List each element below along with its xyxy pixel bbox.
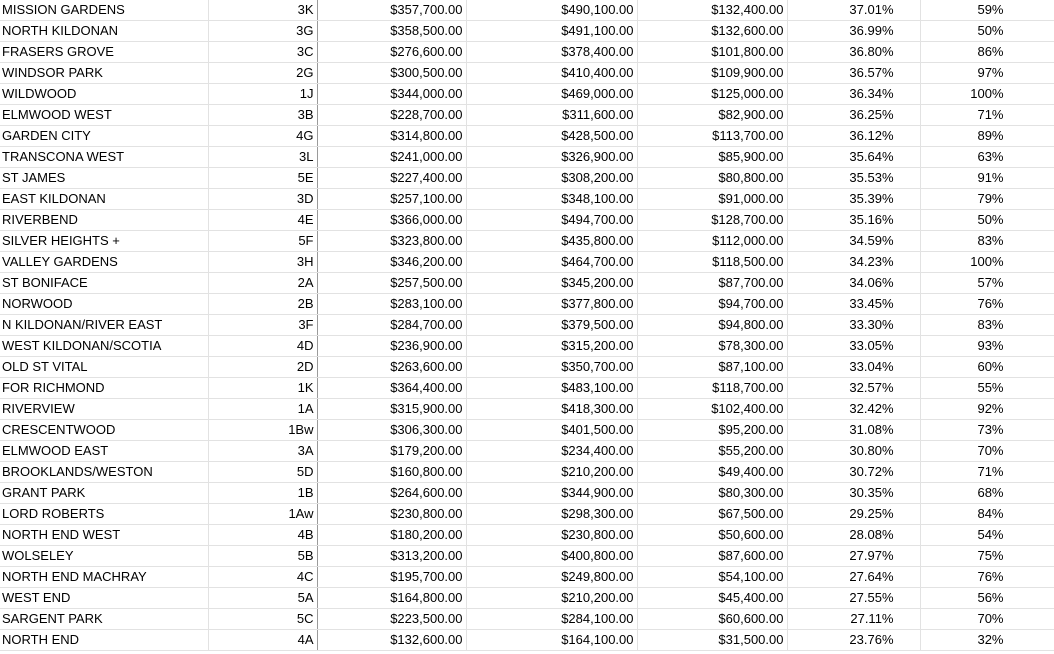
value-2019-cell[interactable]: $179,200.00: [317, 441, 466, 462]
percent-change-cell[interactable]: 30.72%: [787, 462, 920, 483]
percent-change-cell[interactable]: 27.55%: [787, 588, 920, 609]
percent-change-cell[interactable]: 35.64%: [787, 147, 920, 168]
percent-cell[interactable]: 73%: [920, 420, 1054, 441]
change-cell[interactable]: $78,300.00: [637, 336, 787, 357]
neighbourhood-cell[interactable]: RIVERVIEW: [0, 399, 208, 420]
neighbourhood-cell[interactable]: FOR RICHMOND: [0, 378, 208, 399]
value-2019-cell[interactable]: $195,700.00: [317, 567, 466, 588]
percent-change-cell[interactable]: 23.76%: [787, 630, 920, 651]
neighbourhood-cell[interactable]: BROOKLANDS/WESTON: [0, 462, 208, 483]
percent-change-cell[interactable]: 33.45%: [787, 294, 920, 315]
value-2019-cell[interactable]: $257,500.00: [317, 273, 466, 294]
change-cell[interactable]: $128,700.00: [637, 210, 787, 231]
value-2019-cell[interactable]: $283,100.00: [317, 294, 466, 315]
neighbourhood-cell[interactable]: FRASERS GROVE: [0, 42, 208, 63]
percent-change-cell[interactable]: 37.01%: [787, 0, 920, 21]
value-2019-cell[interactable]: $364,400.00: [317, 378, 466, 399]
neighbourhood-cell[interactable]: TRANSCONA WEST: [0, 147, 208, 168]
code-cell[interactable]: 2D: [208, 357, 317, 378]
neighbourhood-cell[interactable]: VALLEY GARDENS: [0, 252, 208, 273]
table-row: [0, 252, 1054, 273]
percent-cell[interactable]: 79%: [920, 189, 1054, 210]
percent-cell[interactable]: 54%: [920, 525, 1054, 546]
neighbourhood-cell[interactable]: NORTH END: [0, 630, 208, 651]
percent-cell[interactable]: 70%: [920, 441, 1054, 462]
percent-cell[interactable]: 100%: [920, 84, 1054, 105]
value-2019-cell[interactable]: $164,800.00: [317, 588, 466, 609]
value-2019-cell[interactable]: $227,400.00: [317, 168, 466, 189]
neighbourhood-cell[interactable]: SILVER HEIGHTS +: [0, 231, 208, 252]
value-2019-cell[interactable]: $228,700.00: [317, 105, 466, 126]
value-2023-cell[interactable]: $298,300.00: [466, 504, 637, 525]
percent-cell[interactable]: 97%: [920, 63, 1054, 84]
percent-change-cell[interactable]: 27.11%: [787, 609, 920, 630]
table-row: [0, 441, 1054, 462]
value-2023-cell[interactable]: $210,200.00: [466, 588, 637, 609]
value-2019-cell[interactable]: $346,200.00: [317, 252, 466, 273]
table-row: [0, 147, 1054, 168]
percent-cell[interactable]: 68%: [920, 483, 1054, 504]
percent-cell[interactable]: 50%: [920, 210, 1054, 231]
code-cell[interactable]: 2B: [208, 294, 317, 315]
change-cell[interactable]: $60,600.00: [637, 609, 787, 630]
code-cell[interactable]: 4A: [208, 630, 317, 651]
percent-cell[interactable]: 32%: [920, 630, 1054, 651]
value-2019-cell[interactable]: $344,000.00: [317, 84, 466, 105]
percent-change-cell[interactable]: 28.08%: [787, 525, 920, 546]
value-2023-cell[interactable]: $491,100.00: [466, 21, 637, 42]
change-cell[interactable]: $85,900.00: [637, 147, 787, 168]
percent-cell[interactable]: 75%: [920, 546, 1054, 567]
value-2023-cell[interactable]: $210,200.00: [466, 462, 637, 483]
table-row: [0, 336, 1054, 357]
table-row: [0, 357, 1054, 378]
code-cell[interactable]: 5C: [208, 609, 317, 630]
table-row: [0, 21, 1054, 42]
percent-change-cell[interactable]: 36.25%: [787, 105, 920, 126]
value-2019-cell[interactable]: $315,900.00: [317, 399, 466, 420]
value-2023-cell[interactable]: $249,800.00: [466, 567, 637, 588]
value-2019-cell[interactable]: $300,500.00: [317, 63, 466, 84]
change-cell[interactable]: $45,400.00: [637, 588, 787, 609]
code-cell[interactable]: 2G: [208, 63, 317, 84]
change-cell[interactable]: $67,500.00: [637, 504, 787, 525]
value-2023-cell[interactable]: $315,200.00: [466, 336, 637, 357]
neighbourhood-cell[interactable]: LORD ROBERTS: [0, 504, 208, 525]
percent-cell[interactable]: 93%: [920, 336, 1054, 357]
table-row: [0, 483, 1054, 504]
value-2019-cell[interactable]: $257,100.00: [317, 189, 466, 210]
code-cell[interactable]: 1J: [208, 84, 317, 105]
code-cell[interactable]: 3B: [208, 105, 317, 126]
neighbourhood-cell[interactable]: NORTH KILDONAN: [0, 21, 208, 42]
percent-cell[interactable]: 57%: [920, 273, 1054, 294]
change-cell[interactable]: $31,500.00: [637, 630, 787, 651]
code-cell[interactable]: 4B: [208, 525, 317, 546]
neighbourhood-cell[interactable]: WOLSELEY: [0, 546, 208, 567]
table-row: [0, 168, 1054, 189]
code-cell[interactable]: 5E: [208, 168, 317, 189]
code-cell[interactable]: 1Aw: [208, 504, 317, 525]
value-2019-cell[interactable]: $230,800.00: [317, 504, 466, 525]
percent-change-cell[interactable]: 27.97%: [787, 546, 920, 567]
table-row: [0, 525, 1054, 546]
percent-cell[interactable]: 70%: [920, 609, 1054, 630]
change-cell[interactable]: $54,100.00: [637, 567, 787, 588]
value-2019-cell[interactable]: $160,800.00: [317, 462, 466, 483]
change-cell[interactable]: $50,600.00: [637, 525, 787, 546]
percent-cell[interactable]: 60%: [920, 357, 1054, 378]
change-cell[interactable]: $95,200.00: [637, 420, 787, 441]
neighbourhood-cell[interactable]: RIVERBEND: [0, 210, 208, 231]
table-row: [0, 294, 1054, 315]
percent-cell[interactable]: 63%: [920, 147, 1054, 168]
table-row: [0, 42, 1054, 63]
table-row: [0, 315, 1054, 336]
neighbourhood-cell[interactable]: N KILDONAN/RIVER EAST: [0, 315, 208, 336]
value-2019-cell[interactable]: $306,300.00: [317, 420, 466, 441]
table-row: [0, 588, 1054, 609]
value-2019-cell[interactable]: $313,200.00: [317, 546, 466, 567]
neighbourhood-cell[interactable]: ST BONIFACE: [0, 273, 208, 294]
change-cell[interactable]: $101,800.00: [637, 42, 787, 63]
table-row: [0, 189, 1054, 210]
percent-change-cell[interactable]: 29.25%: [787, 504, 920, 525]
neighbourhood-cell[interactable]: ELMWOOD WEST: [0, 105, 208, 126]
percent-cell[interactable]: 83%: [920, 315, 1054, 336]
value-2023-cell[interactable]: $164,100.00: [466, 630, 637, 651]
code-cell[interactable]: 3H: [208, 252, 317, 273]
neighbourhood-cell[interactable]: GRANT PARK: [0, 483, 208, 504]
value-2019-cell[interactable]: $284,700.00: [317, 315, 466, 336]
value-2019-cell[interactable]: $264,600.00: [317, 483, 466, 504]
percent-change-cell[interactable]: 35.53%: [787, 168, 920, 189]
code-cell[interactable]: 3G: [208, 21, 317, 42]
percent-change-cell[interactable]: 36.57%: [787, 63, 920, 84]
percent-cell[interactable]: 89%: [920, 126, 1054, 147]
code-cell[interactable]: 3A: [208, 441, 317, 462]
change-cell[interactable]: $118,700.00: [637, 378, 787, 399]
table-row: [0, 273, 1054, 294]
percent-cell[interactable]: 84%: [920, 504, 1054, 525]
code-cell[interactable]: 3K: [208, 0, 317, 21]
code-cell[interactable]: 2A: [208, 273, 317, 294]
value-2023-cell[interactable]: $410,400.00: [466, 63, 637, 84]
code-cell[interactable]: 3F: [208, 315, 317, 336]
neighbourhood-cell[interactable]: OLD ST VITAL: [0, 357, 208, 378]
code-cell[interactable]: 5A: [208, 588, 317, 609]
percent-cell[interactable]: 55%: [920, 378, 1054, 399]
change-cell[interactable]: $113,700.00: [637, 126, 787, 147]
code-cell[interactable]: 5B: [208, 546, 317, 567]
percent-change-cell[interactable]: 36.12%: [787, 126, 920, 147]
code-cell[interactable]: 4C: [208, 567, 317, 588]
percent-change-cell[interactable]: 34.06%: [787, 273, 920, 294]
value-2023-cell[interactable]: $311,600.00: [466, 105, 637, 126]
percent-cell[interactable]: 56%: [920, 588, 1054, 609]
percent-cell[interactable]: 50%: [920, 21, 1054, 42]
percent-cell[interactable]: 100%: [920, 252, 1054, 273]
value-2019-cell[interactable]: $358,500.00: [317, 21, 466, 42]
value-2023-cell[interactable]: $344,900.00: [466, 483, 637, 504]
value-2019-cell[interactable]: $263,600.00: [317, 357, 466, 378]
value-2023-cell[interactable]: $494,700.00: [466, 210, 637, 231]
table-row: [0, 504, 1054, 525]
change-cell[interactable]: $132,600.00: [637, 21, 787, 42]
value-2023-cell[interactable]: $230,800.00: [466, 525, 637, 546]
code-cell[interactable]: 5D: [208, 462, 317, 483]
percent-change-cell[interactable]: 32.42%: [787, 399, 920, 420]
value-2023-cell[interactable]: $418,300.00: [466, 399, 637, 420]
percent-change-cell[interactable]: 33.30%: [787, 315, 920, 336]
table-row: [0, 231, 1054, 252]
percent-cell[interactable]: 71%: [920, 462, 1054, 483]
change-cell[interactable]: $94,800.00: [637, 315, 787, 336]
percent-cell[interactable]: 71%: [920, 105, 1054, 126]
table-row: [0, 0, 1054, 21]
neighbourhood-cell[interactable]: ELMWOOD EAST: [0, 441, 208, 462]
code-cell[interactable]: 4D: [208, 336, 317, 357]
value-2023-cell[interactable]: $377,800.00: [466, 294, 637, 315]
value-2023-cell[interactable]: $326,900.00: [466, 147, 637, 168]
neighbourhood-cell[interactable]: CRESCENTWOOD: [0, 420, 208, 441]
code-cell[interactable]: 3L: [208, 147, 317, 168]
value-2019-cell[interactable]: $241,000.00: [317, 147, 466, 168]
value-2019-cell[interactable]: $366,000.00: [317, 210, 466, 231]
change-cell[interactable]: $87,700.00: [637, 273, 787, 294]
value-2023-cell[interactable]: $378,400.00: [466, 42, 637, 63]
code-cell[interactable]: 5F: [208, 231, 317, 252]
percent-cell[interactable]: 86%: [920, 42, 1054, 63]
table-row: [0, 546, 1054, 567]
percent-cell[interactable]: 91%: [920, 168, 1054, 189]
change-cell[interactable]: $132,400.00: [637, 0, 787, 21]
percent-change-cell[interactable]: 33.05%: [787, 336, 920, 357]
table-row: [0, 567, 1054, 588]
table-row: [0, 462, 1054, 483]
value-2023-cell[interactable]: $400,800.00: [466, 546, 637, 567]
percent-change-cell[interactable]: 36.80%: [787, 42, 920, 63]
value-2023-cell[interactable]: $401,500.00: [466, 420, 637, 441]
table-row: [0, 210, 1054, 231]
change-cell[interactable]: $87,600.00: [637, 546, 787, 567]
value-2023-cell[interactable]: $348,100.00: [466, 189, 637, 210]
value-2023-cell[interactable]: $428,500.00: [466, 126, 637, 147]
percent-cell[interactable]: 92%: [920, 399, 1054, 420]
value-2019-cell[interactable]: $223,500.00: [317, 609, 466, 630]
change-cell[interactable]: $80,300.00: [637, 483, 787, 504]
code-cell[interactable]: 1A: [208, 399, 317, 420]
change-cell[interactable]: $112,000.00: [637, 231, 787, 252]
table-row: [0, 105, 1054, 126]
change-cell[interactable]: $80,800.00: [637, 168, 787, 189]
value-2023-cell[interactable]: $379,500.00: [466, 315, 637, 336]
neighbourhood-cell[interactable]: WEST KILDONAN/SCOTIA: [0, 336, 208, 357]
percent-change-cell[interactable]: 36.34%: [787, 84, 920, 105]
code-cell[interactable]: 4G: [208, 126, 317, 147]
percent-change-cell[interactable]: 30.80%: [787, 441, 920, 462]
change-cell[interactable]: $125,000.00: [637, 84, 787, 105]
percent-cell[interactable]: 76%: [920, 567, 1054, 588]
value-2019-cell[interactable]: $357,700.00: [317, 0, 466, 21]
table-row: [0, 378, 1054, 399]
table-row: [0, 609, 1054, 630]
value-2023-cell[interactable]: $308,200.00: [466, 168, 637, 189]
neighbourhood-cell[interactable]: EAST KILDONAN: [0, 189, 208, 210]
value-2023-cell[interactable]: $483,100.00: [466, 378, 637, 399]
change-cell[interactable]: $49,400.00: [637, 462, 787, 483]
percent-cell[interactable]: 59%: [920, 0, 1054, 21]
neighbourhood-cell[interactable]: ST JAMES: [0, 168, 208, 189]
percent-change-cell[interactable]: 30.35%: [787, 483, 920, 504]
code-cell[interactable]: 1K: [208, 378, 317, 399]
code-cell[interactable]: 3D: [208, 189, 317, 210]
code-cell[interactable]: 4E: [208, 210, 317, 231]
change-cell[interactable]: $87,100.00: [637, 357, 787, 378]
percent-change-cell[interactable]: 35.16%: [787, 210, 920, 231]
value-2019-cell[interactable]: $323,800.00: [317, 231, 466, 252]
value-2023-cell[interactable]: $234,400.00: [466, 441, 637, 462]
neighbourhood-cell[interactable]: NORTH END WEST: [0, 525, 208, 546]
table-row: [0, 63, 1054, 84]
value-2019-cell[interactable]: $236,900.00: [317, 336, 466, 357]
neighbourhood-cell[interactable]: WILDWOOD: [0, 84, 208, 105]
neighbourhood-cell[interactable]: GARDEN CITY: [0, 126, 208, 147]
code-cell[interactable]: 1Bw: [208, 420, 317, 441]
value-2019-cell[interactable]: $180,200.00: [317, 525, 466, 546]
percent-change-cell[interactable]: 27.64%: [787, 567, 920, 588]
table-row: [0, 126, 1054, 147]
change-cell[interactable]: $91,000.00: [637, 189, 787, 210]
percent-cell[interactable]: 76%: [920, 294, 1054, 315]
table-row: [0, 399, 1054, 420]
code-cell[interactable]: 1B: [208, 483, 317, 504]
value-2023-cell[interactable]: $284,100.00: [466, 609, 637, 630]
neighbourhood-cell[interactable]: NORWOOD: [0, 294, 208, 315]
value-2023-cell[interactable]: $464,700.00: [466, 252, 637, 273]
value-2023-cell[interactable]: $350,700.00: [466, 357, 637, 378]
value-2023-cell[interactable]: $345,200.00: [466, 273, 637, 294]
percent-change-cell[interactable]: 35.39%: [787, 189, 920, 210]
percent-cell[interactable]: 83%: [920, 231, 1054, 252]
change-cell[interactable]: $102,400.00: [637, 399, 787, 420]
table-row: [0, 630, 1054, 651]
percent-change-cell[interactable]: 33.04%: [787, 357, 920, 378]
value-2023-cell[interactable]: $490,100.00: [466, 0, 637, 21]
neighbourhood-cell[interactable]: NORTH END MACHRAY: [0, 567, 208, 588]
neighbourhood-cell[interactable]: WEST END: [0, 588, 208, 609]
change-cell[interactable]: $82,900.00: [637, 105, 787, 126]
change-cell[interactable]: $94,700.00: [637, 294, 787, 315]
change-cell[interactable]: $55,200.00: [637, 441, 787, 462]
value-2019-cell[interactable]: $132,600.00: [317, 630, 466, 651]
percent-change-cell[interactable]: 32.57%: [787, 378, 920, 399]
table-row: [0, 420, 1054, 441]
value-2019-cell[interactable]: $276,600.00: [317, 42, 466, 63]
neighbourhood-cell[interactable]: MISSION GARDENS: [0, 0, 208, 21]
neighbourhood-cell[interactable]: WINDSOR PARK: [0, 63, 208, 84]
percent-change-cell[interactable]: 34.23%: [787, 252, 920, 273]
change-cell[interactable]: $109,900.00: [637, 63, 787, 84]
value-2023-cell[interactable]: $469,000.00: [466, 84, 637, 105]
value-2019-cell[interactable]: $314,800.00: [317, 126, 466, 147]
neighbourhood-cell[interactable]: SARGENT PARK: [0, 609, 208, 630]
change-cell[interactable]: $118,500.00: [637, 252, 787, 273]
percent-change-cell[interactable]: 34.59%: [787, 231, 920, 252]
code-cell[interactable]: 3C: [208, 42, 317, 63]
table-row: [0, 84, 1054, 105]
percent-change-cell[interactable]: 31.08%: [787, 420, 920, 441]
percent-change-cell[interactable]: 36.99%: [787, 21, 920, 42]
value-2023-cell[interactable]: $435,800.00: [466, 231, 637, 252]
